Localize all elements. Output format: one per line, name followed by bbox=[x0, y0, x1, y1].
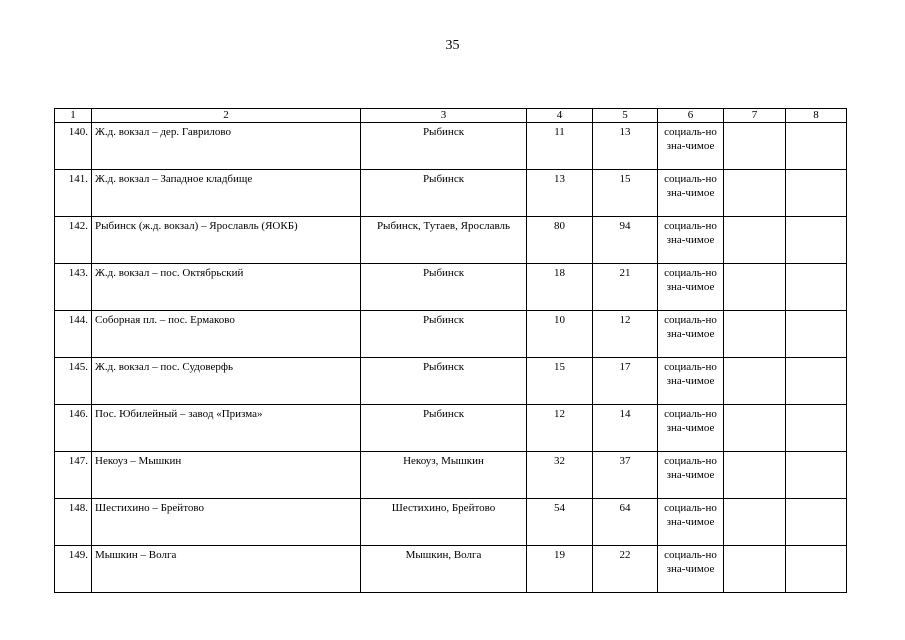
value-col-7 bbox=[724, 311, 786, 358]
value-col-4: 15 bbox=[527, 358, 593, 405]
value-col-7 bbox=[724, 499, 786, 546]
route-name: Ж.д. вокзал – пос. Октябрьский bbox=[92, 264, 361, 311]
route-name: Ж.д. вокзал – Западное кладбище bbox=[92, 170, 361, 217]
row-number: 145. bbox=[55, 358, 92, 405]
route-status: социаль-но зна-чимое bbox=[658, 170, 724, 217]
column-header: 1 bbox=[55, 109, 92, 123]
value-col-5: 64 bbox=[593, 499, 658, 546]
value-col-4: 18 bbox=[527, 264, 593, 311]
value-col-8 bbox=[786, 264, 847, 311]
value-col-7 bbox=[724, 452, 786, 499]
value-col-8 bbox=[786, 170, 847, 217]
service-area: Рыбинск bbox=[361, 264, 527, 311]
route-status: социаль-но зна-чимое bbox=[658, 452, 724, 499]
value-col-7 bbox=[724, 170, 786, 217]
column-header: 5 bbox=[593, 109, 658, 123]
route-name: Мышкин – Волга bbox=[92, 546, 361, 593]
value-col-4: 19 bbox=[527, 546, 593, 593]
service-area: Рыбинск bbox=[361, 170, 527, 217]
row-number: 149. bbox=[55, 546, 92, 593]
row-number: 147. bbox=[55, 452, 92, 499]
routes-table bbox=[54, 108, 847, 593]
value-col-4: 12 bbox=[527, 405, 593, 452]
value-col-5: 14 bbox=[593, 405, 658, 452]
service-area: Рыбинск bbox=[361, 358, 527, 405]
value-col-4: 11 bbox=[527, 123, 593, 170]
service-area: Рыбинск bbox=[361, 311, 527, 358]
value-col-7 bbox=[724, 358, 786, 405]
value-col-5: 22 bbox=[593, 546, 658, 593]
column-header: 7 bbox=[724, 109, 786, 123]
column-header: 2 bbox=[92, 109, 361, 123]
row-number: 148. bbox=[55, 499, 92, 546]
value-col-8 bbox=[786, 358, 847, 405]
service-area: Рыбинск bbox=[361, 405, 527, 452]
table-row bbox=[55, 546, 847, 593]
value-col-5: 17 bbox=[593, 358, 658, 405]
route-name: Соборная пл. – пос. Ермаково bbox=[92, 311, 361, 358]
route-name: Пос. Юбилейный – завод «Призма» bbox=[92, 405, 361, 452]
value-col-7 bbox=[724, 546, 786, 593]
row-number: 141. bbox=[55, 170, 92, 217]
table-row bbox=[55, 405, 847, 452]
value-col-7 bbox=[724, 123, 786, 170]
value-col-8 bbox=[786, 546, 847, 593]
value-col-5: 12 bbox=[593, 311, 658, 358]
service-area: Рыбинск bbox=[361, 123, 527, 170]
table-row bbox=[55, 170, 847, 217]
service-area: Шестихино, Брейтово bbox=[361, 499, 527, 546]
route-status: социаль-но зна-чимое bbox=[658, 217, 724, 264]
value-col-8 bbox=[786, 217, 847, 264]
route-status: социаль-но зна-чимое bbox=[658, 123, 724, 170]
value-col-8 bbox=[786, 405, 847, 452]
value-col-5: 15 bbox=[593, 170, 658, 217]
column-header: 4 bbox=[527, 109, 593, 123]
route-name: Ж.д. вокзал – дер. Гаврилово bbox=[92, 123, 361, 170]
route-status: социаль-но зна-чимое bbox=[658, 499, 724, 546]
value-col-8 bbox=[786, 123, 847, 170]
route-status: социаль-но зна-чимое bbox=[658, 405, 724, 452]
value-col-4: 10 bbox=[527, 311, 593, 358]
column-header: 8 bbox=[786, 109, 847, 123]
route-name: Ж.д. вокзал – пос. Судоверфь bbox=[92, 358, 361, 405]
service-area: Мышкин, Волга bbox=[361, 546, 527, 593]
value-col-5: 37 bbox=[593, 452, 658, 499]
value-col-4: 54 bbox=[527, 499, 593, 546]
value-col-8 bbox=[786, 311, 847, 358]
row-number: 140. bbox=[55, 123, 92, 170]
value-col-8 bbox=[786, 499, 847, 546]
value-col-4: 32 bbox=[527, 452, 593, 499]
route-name: Шестихино – Брейтово bbox=[92, 499, 361, 546]
row-number: 142. bbox=[55, 217, 92, 264]
column-header: 3 bbox=[361, 109, 527, 123]
page-number: 35 bbox=[445, 38, 460, 53]
service-area: Рыбинск, Тутаев, Ярославль bbox=[361, 217, 527, 264]
value-col-7 bbox=[724, 264, 786, 311]
table-header-row bbox=[55, 109, 847, 123]
row-number: 146. bbox=[55, 405, 92, 452]
route-status: социаль-но зна-чимое bbox=[658, 311, 724, 358]
value-col-7 bbox=[724, 405, 786, 452]
value-col-5: 13 bbox=[593, 123, 658, 170]
row-number: 144. bbox=[55, 311, 92, 358]
value-col-5: 94 bbox=[593, 217, 658, 264]
route-status: социаль-но зна-чимое bbox=[658, 358, 724, 405]
table-row bbox=[55, 217, 847, 264]
row-number: 143. bbox=[55, 264, 92, 311]
value-col-4: 80 bbox=[527, 217, 593, 264]
service-area: Некоуз, Мышкин bbox=[361, 452, 527, 499]
value-col-5: 21 bbox=[593, 264, 658, 311]
value-col-8 bbox=[786, 452, 847, 499]
value-col-7 bbox=[724, 217, 786, 264]
table-row bbox=[55, 358, 847, 405]
table-row bbox=[55, 264, 847, 311]
table-row bbox=[55, 123, 847, 170]
table-row bbox=[55, 452, 847, 499]
column-header: 6 bbox=[658, 109, 724, 123]
route-status: социаль-но зна-чимое bbox=[658, 546, 724, 593]
route-name: Рыбинск (ж.д. вокзал) – Ярославль (ЯОКБ) bbox=[92, 217, 361, 264]
route-status: социаль-но зна-чимое bbox=[658, 264, 724, 311]
table-row bbox=[55, 499, 847, 546]
route-name: Некоуз – Мышкин bbox=[92, 452, 361, 499]
value-col-4: 13 bbox=[527, 170, 593, 217]
table-row bbox=[55, 311, 847, 358]
